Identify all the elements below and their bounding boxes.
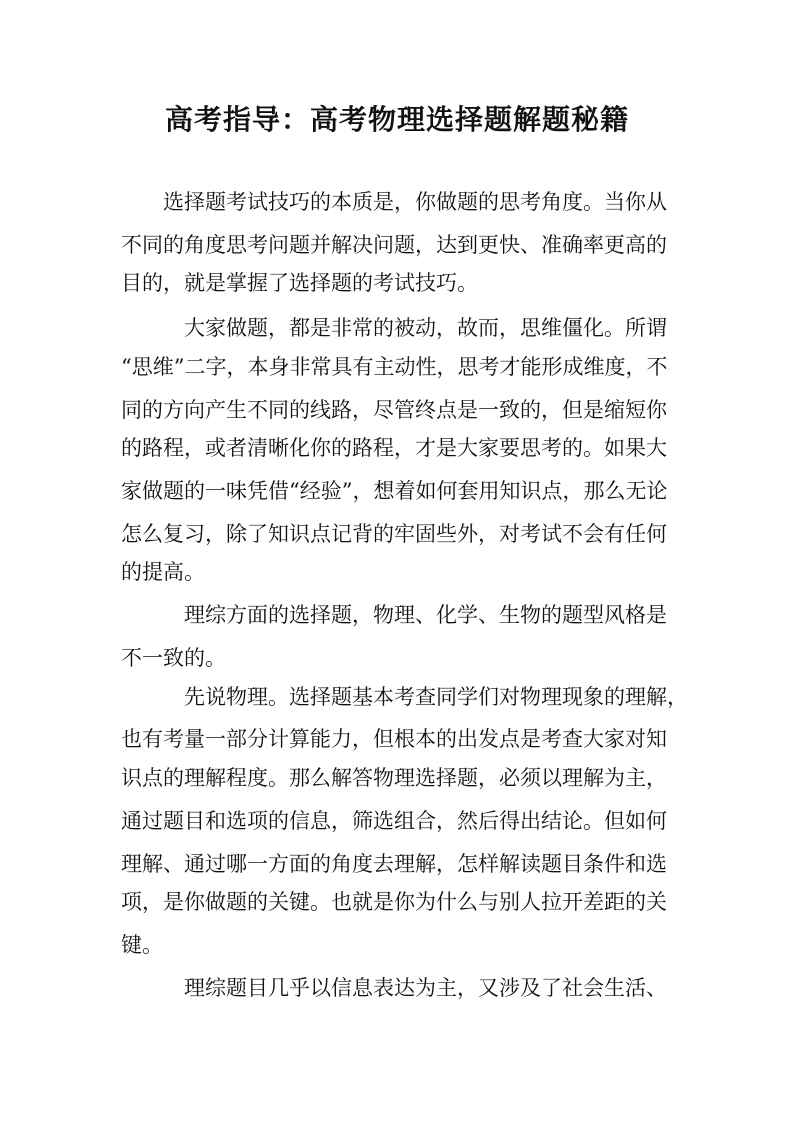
paragraph-4-line-4: 通过题目和选项的信息，筛选组合，然后得出结论。但如何 [121, 809, 667, 833]
paragraph-5-line-1: 理综题目几乎以信息表达为主，又涉及了社会生活、 [184, 976, 667, 1000]
paragraph-2-line-5: 家做题的一味凭借“经验”，想着如何套用知识点，那么无论 [121, 479, 668, 503]
paragraph-2-line-2: “思维”二字，本身非常具有主动性，思考才能形成维度，不 [121, 355, 668, 379]
paragraph-4-line-7: 键。 [121, 933, 163, 957]
paragraph-2-line-6: 怎么复习，除了知识点记背的牢固些外，对考试不会有任何 [121, 522, 667, 546]
paragraph-3-line-1: 理综方面的选择题，物理、化学、生物的题型风格是 [184, 603, 667, 627]
paragraph-4-line-1: 先说物理。选择题基本考查同学们对物理现象的理解， [184, 685, 688, 709]
paragraph-2-line-1: 大家做题，都是非常的被动，故而，思维僵化。所谓 [184, 316, 667, 340]
paragraph-1-line-2: 不同的角度思考问题并解决问题，达到更快、准确率更高的 [121, 233, 667, 257]
paragraph-4-line-5: 理解、通过哪一方面的角度去理解，怎样解读题目条件和选 [121, 852, 667, 876]
paragraph-4-line-6: 项，是你做题的关键。也就是你为什么与别人拉开差距的关 [121, 890, 667, 914]
paragraph-2-line-7: 的提高。 [121, 560, 205, 584]
paragraph-2-line-3: 同的方向产生不同的线路，尽管终点是一致的，但是缩短你 [121, 398, 667, 422]
paragraph-4-line-3: 识点的理解程度。那么解答物理选择题，必须以理解为主， [121, 766, 667, 790]
paragraph-2-line-4: 的路程，或者清晰化你的路程，才是大家要思考的。如果大 [121, 436, 667, 460]
paragraph-1-line-1: 选择题考试技巧的本质是，你做题的思考角度。当你从 [163, 190, 667, 214]
paragraph-1-line-3: 目的，就是掌握了选择题的考试技巧。 [121, 271, 478, 295]
paragraph-3-line-2: 不一致的。 [121, 646, 226, 670]
paragraph-4-line-2: 也有考量一部分计算能力，但根本的出发点是考查大家对知 [121, 727, 667, 751]
document-title: 高考指导：高考物理选择题解题秘籍 [164, 103, 629, 136]
